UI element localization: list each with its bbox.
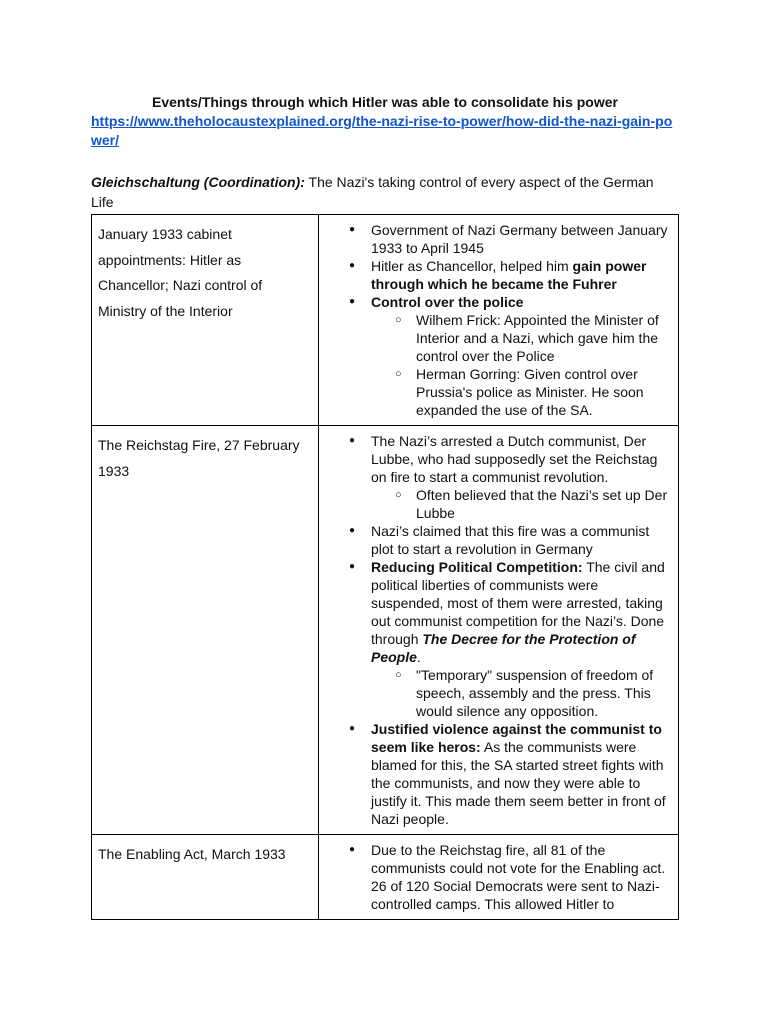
detail-cell bbox=[319, 215, 679, 426]
intro-paragraph bbox=[91, 172, 679, 212]
bullet-point: ● Hitler as Chancellor, helped him gain power through which he became the Fuhrer bbox=[319, 257, 672, 293]
events-table bbox=[91, 214, 679, 920]
bullet-point: ● Nazi’s claimed that this fire was a communist plot to start a revolution in Germany bbox=[319, 522, 672, 558]
event-cell: The Reichstag Fire, 27 February 1933 bbox=[92, 426, 319, 835]
event-cell: January 1933 cabinet appointments: Hitler as Chancellor; Nazi control of Ministry of the Interior bbox=[92, 215, 319, 426]
table-row bbox=[92, 835, 679, 920]
bullet-point: ● The Nazi’s arrested a Dutch communist, Der Lubbe, who had supposedly set the Reichstag on fire to start a communist revolution. ○ Often believed that the Nazi’s set up Der Lubbe bbox=[319, 432, 672, 522]
document-title: Events/Things through which Hitler was able to consolidate his power bbox=[152, 94, 618, 110]
intro-term: Gleichschaltung (Coordination): bbox=[91, 174, 305, 190]
table-row bbox=[92, 426, 679, 835]
table-row bbox=[92, 215, 679, 426]
detail-cell bbox=[319, 835, 679, 920]
detail-cell bbox=[319, 426, 679, 835]
sub-bullet-point: ○ "Temporary" suspension of freedom of speech, assembly and the press. This would silence any opposition. bbox=[371, 666, 672, 720]
bullet-point: ● Control over the police ○ Wilhem Frick: Appointed the Minister of Interior and a Nazi, which gave him the control over the Police ○ Herman Gorring: Given control over Prussia's police as Minister. He soon expanded the use of the SA. bbox=[319, 293, 672, 419]
document-page bbox=[91, 93, 679, 920]
bullet-point: ● Reducing Political Competition: The civil and political liberties of communists were suspended, most of them were arrested, taking out communist competition for the Nazi’s. Done through The Decree for the Protection of People. ○ "Temporary" suspension of freedom of speech, assembly and the press. This would silence any opposition. bbox=[319, 558, 672, 720]
bullet-point: ● Justified violence against the communist to seem like heros: As the communists were blamed for this, the SA started street fights with the communists, and now they were able to justify it. This made them seem better in front of Nazi people. bbox=[319, 720, 672, 828]
bullet-point: ● Government of Nazi Germany between January 1933 to April 1945 bbox=[319, 221, 672, 257]
event-cell: The Enabling Act, March 1933 bbox=[92, 835, 319, 920]
source-link[interactable]: https://www.theholocaustexplained.org/the-nazi-rise-to-power/how-did-the-nazi-gain-power/ bbox=[91, 113, 673, 148]
sub-bullet-point: ○ Herman Gorring: Given control over Prussia's police as Minister. He soon expanded the use of the SA. bbox=[371, 365, 672, 419]
intro-text: The Nazi's taking control of every aspect of the German Life bbox=[91, 174, 654, 210]
sub-bullet-point: ○ Often believed that the Nazi’s set up Der Lubbe bbox=[371, 486, 672, 522]
bullet-point: ● Due to the Reichstag fire, all 81 of the communists could not vote for the Enabling act. 26 of 120 Social Democrats were sent to Nazi-controlled camps. This allowed Hitler to bbox=[319, 841, 672, 913]
sub-bullet-point: ○ Wilhem Frick: Appointed the Minister of Interior and a Nazi, which gave him the control over the Police bbox=[371, 311, 672, 365]
